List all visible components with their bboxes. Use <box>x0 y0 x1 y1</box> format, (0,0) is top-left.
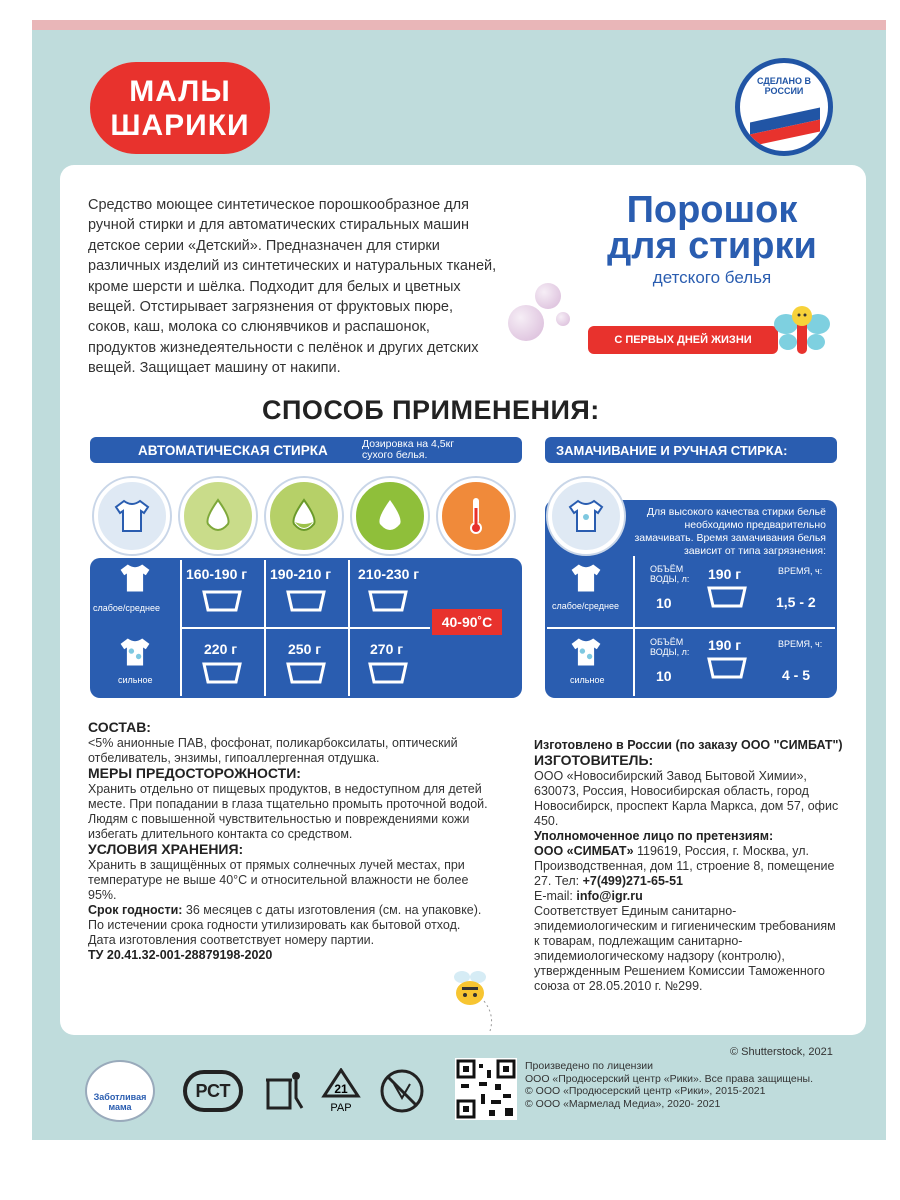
auto-dose-2-2: 250 г <box>288 641 322 657</box>
manual-dose-1: 190 г <box>708 566 742 582</box>
made-in-russia-badge <box>735 58 833 156</box>
compliance: Соответствует Единым санитарно-эпидемиологическим и гигиеническим требованиям к товарам, подлежащим санитарно-эпидемиологическому надзору (контролю), утвержденным Решением Комиссии Таможенного союза от 28.05.2010 г. №299. <box>534 904 836 993</box>
license-line-1: Произведено по лицензии <box>525 1060 654 1072</box>
first-days-ribbon: С ПЕРВЫХ ДНЕЙ ЖИЗНИ <box>588 326 778 354</box>
made-in-russia-text: СДЕЛАНО В РОССИИ <box>756 76 812 96</box>
right-column <box>534 738 844 994</box>
storage-title: УСЛОВИЯ ХРАНЕНИЯ: <box>88 841 244 857</box>
shirt-heavy-stain-icon <box>117 636 153 668</box>
measuring-cup-icon <box>705 655 749 681</box>
hard-water-icon <box>352 478 428 554</box>
precautions: Хранить отдельно от пищевых продуктов, в недоступном для детей месте. При попадании в глаза тщательно промыть проточной водой. Людям с повышенной чувствительностью и повреждениями кожи избегать длительного контакта со средством. <box>88 782 488 841</box>
auto-header: АВТОМАТИЧЕСКАЯ СТИРКА <box>138 443 328 458</box>
manual-header: ЗАМАЧИВАНИЕ И РУЧНАЯ СТИРКА: <box>556 443 788 458</box>
precautions-title: МЕРЫ ПРЕДОСТОРОЖНОСТИ: <box>88 765 301 781</box>
shelf-life-label: Срок годности: <box>88 903 183 917</box>
bee-icon <box>440 965 500 1035</box>
time-label-1: ВРЕМЯ, ч: <box>778 566 823 576</box>
russian-flag-icon <box>750 96 820 147</box>
soft-water-icon <box>180 478 256 554</box>
divider <box>180 627 430 629</box>
product-title-line2: для стирки <box>607 225 817 267</box>
laundry-shirt-icon <box>94 478 170 554</box>
manual-row2-label: сильное <box>570 675 605 685</box>
auto-row1-label: слабое/среднее <box>93 603 160 613</box>
manufacturer: ООО «Новосибирский Завод Бытовой Химии», 630073, Россия, Новосибирская область, город Новосибирск, проспект Карла Маркса, дом 57, офис 450. <box>534 769 839 828</box>
shelf-life: 36 месяцев с даты изготовления (см. на упаковке). По истечении срока годности утилизировать как бытовой отход. <box>88 903 482 932</box>
thermometer-icon <box>438 478 514 554</box>
measuring-cup-icon <box>284 588 328 614</box>
storage: Хранить в защищённых от прямых солнечных лучей местах, при температуре не выше 40°С и относительной влажности не более 95%. <box>88 858 469 902</box>
product-title-line1: Порошок <box>626 189 798 231</box>
date-note: Дата изготовления соответствует номеру партии. <box>88 933 375 947</box>
brand-line2: ШАРИКИ <box>110 109 250 142</box>
rst-mark-icon: РСТ <box>183 1070 243 1112</box>
auto-dose-1-1: 160-190 г <box>186 566 248 582</box>
manual-water-2: 10 <box>656 668 672 684</box>
caring-mom-logo <box>85 1060 155 1122</box>
manual-note: Для высокого качества стирки бельё необходимо предварительно замачивать. Время замачивания белья зависит от типа загрязнения: <box>634 506 826 557</box>
tu-code: ТУ 20.41.32-001-28879198-2020 <box>88 948 273 962</box>
divider <box>633 556 635 696</box>
manufacturer-title: ИЗГОТОВИТЕЛЬ: <box>534 752 654 768</box>
license-line-2: ООО «Продюсерский центр «Рики». Все права защищены. <box>525 1072 813 1085</box>
auto-dose-2-3: 270 г <box>370 641 404 657</box>
auto-dose-2-1: 220 г <box>204 641 238 657</box>
trash-bin-icon <box>262 1068 304 1114</box>
water-label-1: ОБЪЁМ ВОДЫ, л: <box>650 564 690 584</box>
water-label-2: ОБЪЁМ ВОДЫ, л: <box>650 637 690 657</box>
email: info@igr.ru <box>576 889 643 903</box>
bubble-icon <box>508 305 544 341</box>
manual-row1-label: слабое/среднее <box>552 601 619 611</box>
shutterstock-credit: © Shutterstock, 2021 <box>730 1046 833 1058</box>
auto-dose-1-3: 210-230 г <box>358 566 420 582</box>
manual-time-1: 1,5 - 2 <box>776 594 816 610</box>
license-line-3: © ООО «Продюсерский центр «Рики», 2015-2021 <box>525 1085 766 1097</box>
measuring-cup-icon <box>366 660 410 686</box>
measuring-cup-icon <box>705 584 749 610</box>
auto-dosage-note: Дозировка на 4,5кг сухого белья. <box>362 438 455 461</box>
caring-mom-text: Заботливая мама <box>93 1092 147 1112</box>
auto-row2-label: сильное <box>118 675 153 685</box>
brand-line1: МАЛЫ <box>129 75 231 108</box>
shirt-light-stain-icon <box>117 562 153 594</box>
phone: +7(499)271-65-51 <box>582 874 683 888</box>
product-title <box>582 189 842 267</box>
license-line-4: © ООО «Мармелад Медиа», 2020- 2021 <box>525 1097 721 1110</box>
authorized-title: Уполномоченное лицо по претензиям: <box>534 829 774 843</box>
shirt-heavy-stain-icon <box>568 636 604 668</box>
authorized-address: 119619, Россия, г. Москва, ул. Производственная, дом 11, строение 8, помещение 27. Тел: <box>534 844 835 888</box>
recycle-number: 21 <box>334 1082 348 1096</box>
time-label-2: ВРЕМЯ, ч: <box>778 639 823 649</box>
composition: <5% анионные ПАВ, фосфонат, поликарбоксилаты, оптический отбеливатель, энзимы, гипоаллергенная отдушка. <box>88 736 458 765</box>
manual-dose-2: 190 г <box>708 637 742 653</box>
authorized-company: ООО «СИМБАТ» <box>534 844 634 858</box>
measuring-cup-icon <box>200 660 244 686</box>
manual-time-2: 4 - 5 <box>782 667 811 683</box>
qr-code-icon <box>455 1058 517 1120</box>
recycle-code: PAP <box>330 1102 352 1114</box>
email-label: E-mail: <box>534 889 577 903</box>
product-subtitle: детского белья <box>652 268 772 287</box>
normal-water-icon <box>266 478 342 554</box>
temperature-range: 40-90˚С <box>432 609 502 635</box>
auto-dose-1-2: 190-210 г <box>270 566 332 582</box>
measuring-cup-icon <box>284 660 328 686</box>
bubble-icon <box>556 312 570 326</box>
left-column <box>88 720 498 963</box>
laundry-shirt-icon-front <box>548 478 624 554</box>
intro-text: Средство моющее синтетическое порошкообразное для ручной стирки и для автоматических стиральных машин детское серии «Детский». Предназначен для стирки различных изделий из синтетических и натуральных тканей, кроме шерсти и шёлка. Подходит для белых и цветных вещей. Отстирывает загрязнения от фруктовых пюре, соков, каш, молока со слюнявчиков и распашонок, продуктов жизнедеятельности с пелёнок и других детских вещей. Защищает машину от накипи. <box>88 197 497 377</box>
measuring-cup-icon <box>366 588 410 614</box>
shirt-light-stain-icon <box>568 562 604 594</box>
measuring-cup-icon <box>200 588 244 614</box>
composition-title: СОСТАВ: <box>88 719 151 735</box>
bubble-icon <box>535 283 561 309</box>
brand-logo <box>90 62 270 154</box>
made-in: Изготовлено в России (по заказу ООО "СИМБАТ") <box>534 738 843 752</box>
usage-title: СПОСОБ ПРИМЕНЕНИЯ: <box>262 395 600 425</box>
manual-water-1: 10 <box>656 595 672 611</box>
auto-icons <box>94 478 514 554</box>
divider <box>547 627 835 629</box>
butterfly-icon <box>772 300 832 360</box>
not-food-icon <box>378 1068 426 1114</box>
license-text <box>525 1060 813 1110</box>
